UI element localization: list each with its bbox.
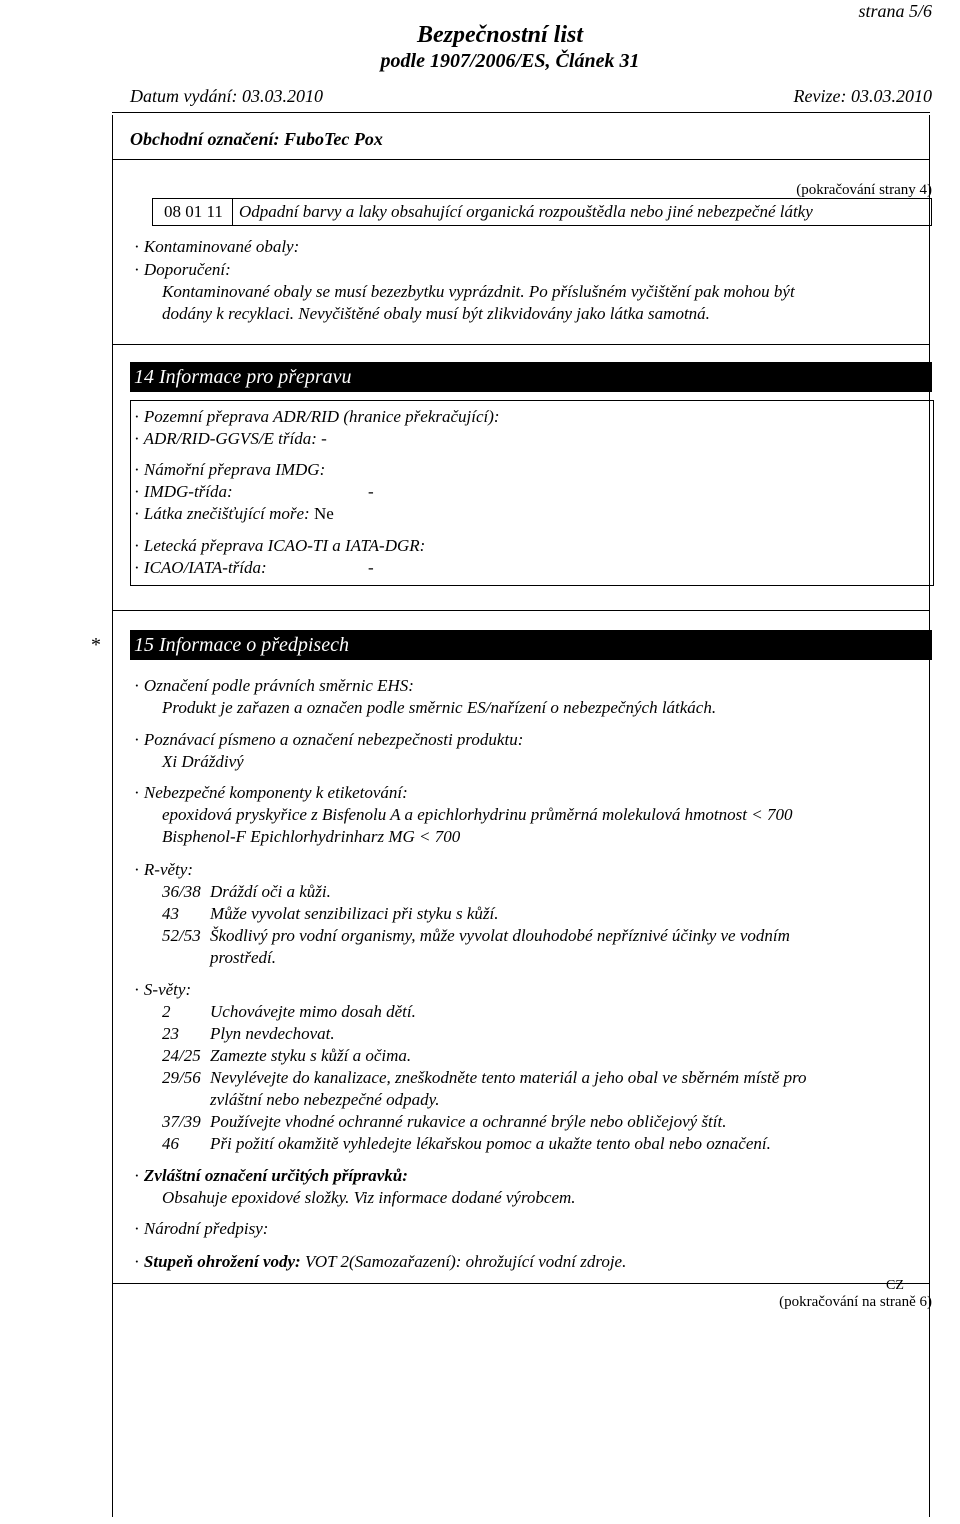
hazard-label: · Poznávací písmeno a označení nebezpečnosti produktu: [134,730,524,749]
packaging-text-1: Kontaminované obaly se musí bezezbytku vyprázdnit. Po příslušném vyčištění pak mohou být [162,282,795,301]
document-subtitle: podle 1907/2006/ES, Článek 31 [380,50,640,72]
s-phrase-text: Plyn nevdechovat. [210,1024,335,1043]
r-phrase-text-cont: prostředí. [210,948,276,967]
change-marker: * [91,634,101,656]
language-code: CZ [886,1278,904,1293]
section-14-heading: 14 Informace pro přepravu [130,362,932,392]
waste-code: 08 01 11 [153,199,233,225]
trade-name: Obchodní označení: FuboTec Pox [130,129,383,149]
r-phrase-text: Škodlivý pro vodní organismy, může vyvolat dlouhodobé nepříznivé účinky ve vodním [210,926,790,945]
ehs-text: Produkt je zařazen a označen podle směrnic ES/nařízení o nebezpečných látkách. [162,698,717,717]
r-phrases-label: · R-věty: [134,860,193,879]
s-phrase-text: Používejte vhodné ochranné rukavice a ochranné brýle nebo obličejový štít. [210,1112,727,1131]
waste-description: Odpadní barvy a laky obsahující organická rozpouštědla nebo jiné nebezpečné látky [239,202,813,221]
hazard-value: Xi Dráždivý [162,752,244,771]
water-hazard: · Stupeň ohrožení vody: VOT 2(Samozařazení): ohrožující vodní zdroje. [134,1252,627,1271]
sea-transport-heading: · Námořní přeprava IMDG: [134,460,326,479]
s-phrase-code: 24/25 [162,1046,201,1065]
air-transport-heading: · Letecká přeprava ICAO-TI a IATA-DGR: [134,536,426,555]
r-phrase-text: Dráždí oči a kůži. [210,882,331,901]
s-phrase-code: 23 [162,1024,179,1043]
special-text: Obsahuje epoxidové složky. Viz informace dodané výrobcem. [162,1188,576,1207]
s-phrase-text: Uchovávejte mimo dosah dětí. [210,1002,416,1021]
r-phrase-code: 43 [162,904,179,923]
national-label: · Národní předpisy: [134,1219,269,1238]
section-divider-2 [112,610,930,611]
header-rule [112,112,930,113]
s-phrase-text: Nevylévejte do kanalizace, zneškodněte tento materiál a jeho obal ve sběrném místě pro [210,1068,807,1087]
s-phrase-text: Zamezte styku s kůží a očima. [210,1046,412,1065]
trade-name-rule [112,159,930,160]
adr-class: · ADR/RID-GGVS/E třída: - [134,429,327,448]
r-phrase-code: 36/38 [162,882,201,901]
r-phrase-code: 52/53 [162,926,201,945]
s-phrase-code: 29/56 [162,1068,201,1087]
page-number: strana 5/6 [858,1,932,21]
document-title: Bezpečnostní list [416,22,584,48]
revision-date: Revize: 03.03.2010 [793,86,932,106]
s-phrase-code: 2 [162,1002,171,1021]
section-15-heading: 15 Informace o předpisech [130,630,932,660]
issue-date: Datum vydání: 03.03.2010 [130,86,323,106]
section-divider [112,344,930,345]
component-1: epoxidová pryskyřice z Bisfenolu A a epichlorhydrinu průměrná molekulová hmotnost < 700 [162,805,793,824]
marine-pollutant: · Látka znečišťující moře: Ne [134,504,334,523]
s-phrase-text: Při požití okamžitě vyhledejte lékařskou pomoc a ukažte tento obal nebo označení. [210,1134,771,1153]
imdg-class: · IMDG-třída: - [134,482,374,501]
component-2: Bisphenol-F Epichlorhydrinharz MG < 700 [162,827,461,846]
waste-code-table [152,198,932,226]
continued-from: (pokračování strany 4) [796,182,932,198]
packaging-text-2: dodány k recyklaci. Nevyčištěné obaly musí být zlikvidovány jako látka samotná. [162,304,710,323]
land-transport-heading: · Pozemní přeprava ADR/RID (hranice překračující): [134,407,500,426]
special-label: · Zvláštní označení určitých přípravků: [134,1166,408,1185]
footer-rule [112,1283,930,1284]
ehs-label: · Označení podle právních směrnic EHS: [134,676,414,695]
recommendation-label: · Doporučení: [134,260,231,279]
r-phrase-text: Může vyvolat senzibilizaci při styku s kůží. [210,904,499,923]
components-label: · Nebezpečné komponenty k etiketování: [134,783,408,802]
s-phrases-label: · S-věty: [134,980,192,999]
s-phrase-code: 37/39 [162,1112,201,1131]
continued-to: (pokračování na straně 6) [779,1294,932,1310]
packaging-heading: · Kontaminované obaly: [134,237,300,256]
icao-class: · ICAO/IATA-třída: - [134,558,374,577]
s-phrase-code: 46 [162,1134,179,1153]
s-phrase-text-cont: zvláštní nebo nebezpečné odpady. [210,1090,440,1109]
